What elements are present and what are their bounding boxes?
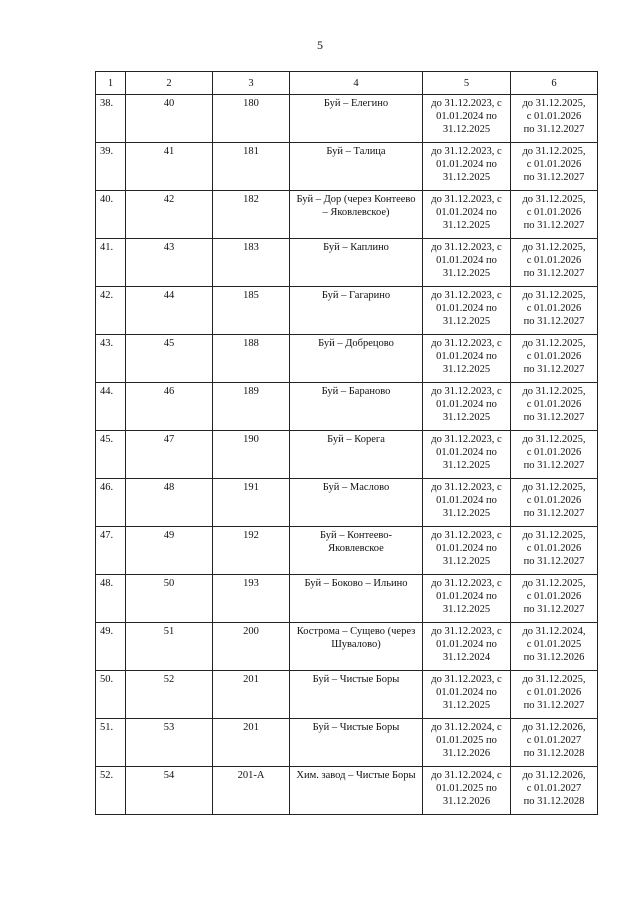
period-6-cell: до 31.12.2025, с 01.01.2026 по 31.12.2027 <box>511 143 598 191</box>
period-5-cell: до 31.12.2023, с 01.01.2024 по 31.12.2025 <box>423 287 511 335</box>
table-row <box>96 527 598 575</box>
route-number-cell: 183 <box>213 239 290 287</box>
routes-table <box>95 71 598 815</box>
period-6-cell: до 31.12.2025, с 01.01.2026 по 31.12.2027 <box>511 527 598 575</box>
period-6-cell: до 31.12.2025, с 01.01.2026 по 31.12.2027 <box>511 287 598 335</box>
col2-cell: 42 <box>126 191 213 239</box>
period-6-cell: до 31.12.2025, с 01.01.2026 по 31.12.2027 <box>511 575 598 623</box>
row-number-cell: 47. <box>96 527 126 575</box>
row-number-cell: 40. <box>96 191 126 239</box>
route-number-cell: 193 <box>213 575 290 623</box>
route-number-cell: 201-А <box>213 767 290 815</box>
route-number-cell: 201 <box>213 719 290 767</box>
col2-cell: 50 <box>126 575 213 623</box>
page-number: 5 <box>317 38 323 52</box>
period-5-cell: до 31.12.2023, с 01.01.2024 по 31.12.2025 <box>423 143 511 191</box>
period-6-cell: до 31.12.2026, с 01.01.2027 по 31.12.2028 <box>511 767 598 815</box>
period-6-cell: до 31.12.2025, с 01.01.2026 по 31.12.2027 <box>511 671 598 719</box>
table-row <box>96 575 598 623</box>
header-row <box>96 72 598 95</box>
route-name-cell: Буй – Бараново <box>290 383 423 431</box>
row-number-cell: 49. <box>96 623 126 671</box>
period-6-cell: до 31.12.2025, с 01.01.2026 по 31.12.2027 <box>511 431 598 479</box>
period-5-cell: до 31.12.2023, с 01.01.2024 по 31.12.2025 <box>423 671 511 719</box>
route-name-cell: Буй – Маслово <box>290 479 423 527</box>
row-number-cell: 45. <box>96 431 126 479</box>
period-5-cell: до 31.12.2024, с 01.01.2025 по 31.12.2026 <box>423 767 511 815</box>
table-row <box>96 143 598 191</box>
route-number-cell: 185 <box>213 287 290 335</box>
header-cell-5: 5 <box>423 72 511 95</box>
row-number-cell: 41. <box>96 239 126 287</box>
period-5-cell: до 31.12.2023, с 01.01.2024 по 31.12.2025 <box>423 527 511 575</box>
route-number-cell: 190 <box>213 431 290 479</box>
col2-cell: 51 <box>126 623 213 671</box>
period-5-cell: до 31.12.2023, с 01.01.2024 по 31.12.2024 <box>423 623 511 671</box>
table-row <box>96 287 598 335</box>
col2-cell: 49 <box>126 527 213 575</box>
route-number-cell: 201 <box>213 671 290 719</box>
header-cell-2: 2 <box>126 72 213 95</box>
period-6-cell: до 31.12.2025, с 01.01.2026 по 31.12.2027 <box>511 95 598 143</box>
col2-cell: 52 <box>126 671 213 719</box>
row-number-cell: 51. <box>96 719 126 767</box>
route-name-cell: Буй – Чистые Боры <box>290 671 423 719</box>
table-row <box>96 383 598 431</box>
route-number-cell: 188 <box>213 335 290 383</box>
period-6-cell: до 31.12.2025, с 01.01.2026 по 31.12.2027 <box>511 335 598 383</box>
route-name-cell: Кострома – Сущево (через Шувалово) <box>290 623 423 671</box>
row-number-cell: 38. <box>96 95 126 143</box>
period-5-cell: до 31.12.2023, с 01.01.2024 по 31.12.2025 <box>423 191 511 239</box>
col2-cell: 54 <box>126 767 213 815</box>
route-name-cell: Хим. завод – Чистые Боры <box>290 767 423 815</box>
route-number-cell: 191 <box>213 479 290 527</box>
route-name-cell: Буй – Добрецово <box>290 335 423 383</box>
col2-cell: 46 <box>126 383 213 431</box>
route-name-cell: Буй – Корега <box>290 431 423 479</box>
route-name-cell: Буй – Дор (через Контеево – Яковлевское) <box>290 191 423 239</box>
header-cell-3: 3 <box>213 72 290 95</box>
col2-cell: 48 <box>126 479 213 527</box>
period-5-cell: до 31.12.2023, с 01.01.2024 по 31.12.2025 <box>423 335 511 383</box>
header-cell-4: 4 <box>290 72 423 95</box>
row-number-cell: 46. <box>96 479 126 527</box>
period-5-cell: до 31.12.2023, с 01.01.2024 по 31.12.2025 <box>423 479 511 527</box>
route-number-cell: 182 <box>213 191 290 239</box>
table-row <box>96 95 598 143</box>
route-name-cell: Буй – Гагарино <box>290 287 423 335</box>
table-row <box>96 239 598 287</box>
route-name-cell: Буй – Елегино <box>290 95 423 143</box>
col2-cell: 40 <box>126 95 213 143</box>
row-number-cell: 43. <box>96 335 126 383</box>
table-row <box>96 335 598 383</box>
route-name-cell: Буй – Боково – Ильино <box>290 575 423 623</box>
route-name-cell: Буй – Талица <box>290 143 423 191</box>
period-6-cell: до 31.12.2025, с 01.01.2026 по 31.12.2027 <box>511 191 598 239</box>
period-5-cell: до 31.12.2023, с 01.01.2024 по 31.12.2025 <box>423 575 511 623</box>
period-5-cell: до 31.12.2023, с 01.01.2024 по 31.12.2025 <box>423 383 511 431</box>
route-name-cell: Буй – Контеево- Яковлевское <box>290 527 423 575</box>
row-number-cell: 39. <box>96 143 126 191</box>
table-row <box>96 431 598 479</box>
period-5-cell: до 31.12.2023, с 01.01.2024 по 31.12.2025 <box>423 95 511 143</box>
row-number-cell: 42. <box>96 287 126 335</box>
route-number-cell: 189 <box>213 383 290 431</box>
table-row <box>96 191 598 239</box>
table-row <box>96 671 598 719</box>
route-number-cell: 180 <box>213 95 290 143</box>
row-number-cell: 52. <box>96 767 126 815</box>
table-header <box>96 72 598 95</box>
col2-cell: 47 <box>126 431 213 479</box>
row-number-cell: 50. <box>96 671 126 719</box>
table-row <box>96 623 598 671</box>
header-cell-1: 1 <box>96 72 126 95</box>
period-6-cell: до 31.12.2026, с 01.01.2027 по 31.12.2028 <box>511 719 598 767</box>
table-body <box>96 95 598 815</box>
route-number-cell: 200 <box>213 623 290 671</box>
table-row <box>96 719 598 767</box>
route-name-cell: Буй – Каплино <box>290 239 423 287</box>
period-5-cell: до 31.12.2023, с 01.01.2024 по 31.12.2025 <box>423 431 511 479</box>
col2-cell: 41 <box>126 143 213 191</box>
col2-cell: 45 <box>126 335 213 383</box>
period-6-cell: до 31.12.2025, с 01.01.2026 по 31.12.2027 <box>511 239 598 287</box>
col2-cell: 44 <box>126 287 213 335</box>
table-row <box>96 767 598 815</box>
header-cell-6: 6 <box>511 72 598 95</box>
period-6-cell: до 31.12.2024, с 01.01.2025 по 31.12.2026 <box>511 623 598 671</box>
col2-cell: 43 <box>126 239 213 287</box>
row-number-cell: 44. <box>96 383 126 431</box>
period-6-cell: до 31.12.2025, с 01.01.2026 по 31.12.2027 <box>511 479 598 527</box>
period-6-cell: до 31.12.2025, с 01.01.2026 по 31.12.2027 <box>511 383 598 431</box>
table-row <box>96 479 598 527</box>
period-5-cell: до 31.12.2024, с 01.01.2025 по 31.12.2026 <box>423 719 511 767</box>
route-number-cell: 181 <box>213 143 290 191</box>
period-5-cell: до 31.12.2023, с 01.01.2024 по 31.12.2025 <box>423 239 511 287</box>
route-name-cell: Буй – Чистые Боры <box>290 719 423 767</box>
col2-cell: 53 <box>126 719 213 767</box>
row-number-cell: 48. <box>96 575 126 623</box>
route-number-cell: 192 <box>213 527 290 575</box>
